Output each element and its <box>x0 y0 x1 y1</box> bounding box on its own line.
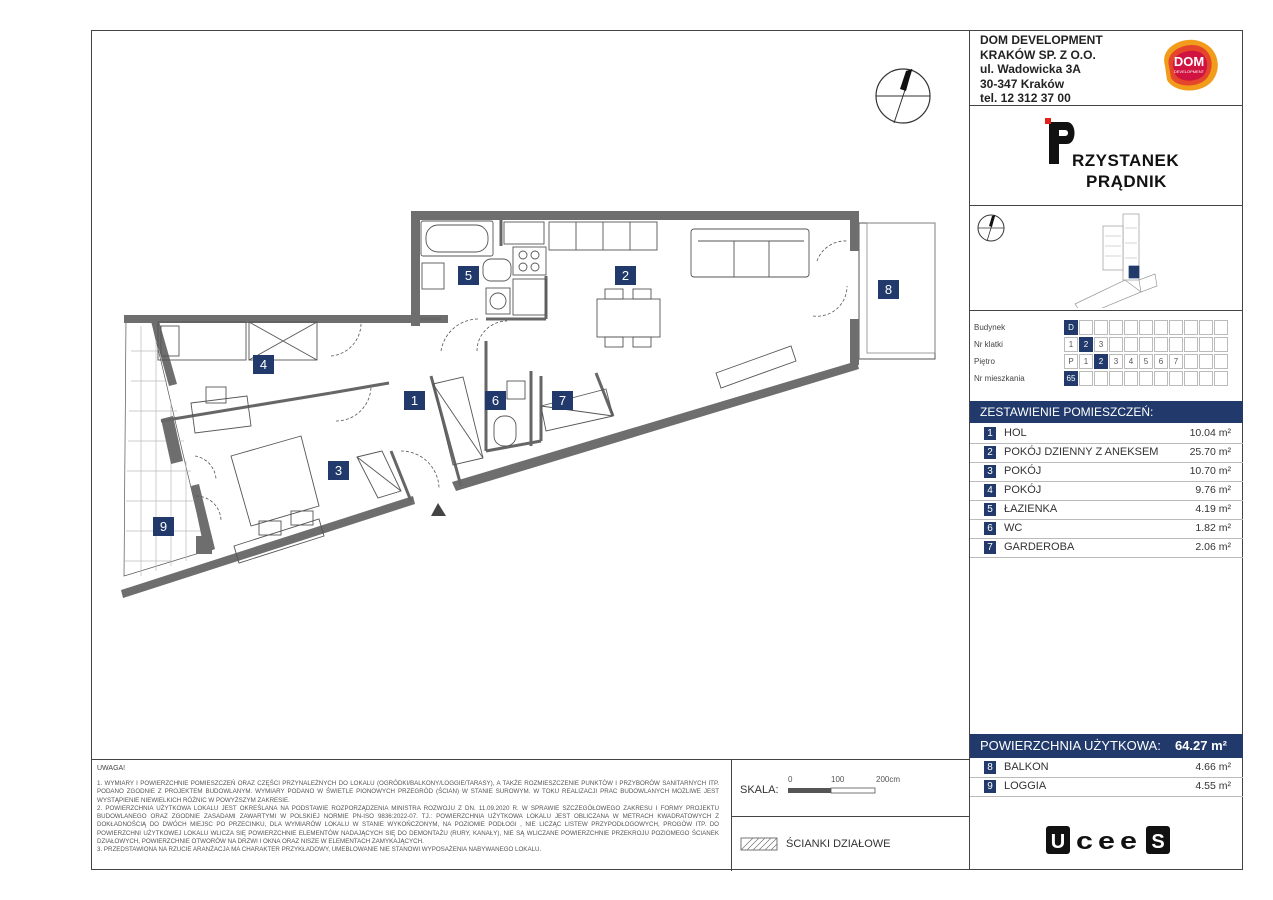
room-number: 7 <box>984 541 996 554</box>
label-nr-klatki: Nr klatki <box>974 340 1003 349</box>
extra-row <box>970 777 1243 797</box>
room-row <box>970 443 1243 463</box>
location-table <box>970 320 1244 388</box>
room-area: 10.70 m² <box>1189 465 1231 477</box>
location-cell: 2 <box>1094 354 1108 369</box>
svg-text:U: U <box>1050 831 1066 853</box>
room-row <box>970 500 1243 520</box>
location-cell <box>1154 320 1168 335</box>
plan-label-7: 7 <box>552 391 573 410</box>
location-cell: 1 <box>1079 354 1093 369</box>
location-cell <box>1199 320 1213 335</box>
location-cell <box>1184 337 1198 352</box>
location-cell: 65 <box>1064 371 1078 386</box>
company-phone: tel. 12 312 37 00 <box>980 91 1071 105</box>
scale-tick-0: 0 <box>788 775 793 784</box>
location-cell <box>1214 320 1228 335</box>
extra-row <box>970 758 1243 778</box>
plan-label-9: 9 <box>153 517 174 536</box>
room-area: 10.04 m² <box>1189 427 1231 439</box>
info-panel <box>969 30 1243 870</box>
ucees-logo-text: cee <box>1076 828 1142 855</box>
room-name: HOL <box>1004 427 1027 439</box>
total-area-label: POWIERZCHNIA UŻYTKOWA: <box>980 738 1161 753</box>
bathroom-fixtures <box>421 221 657 446</box>
walls-legend-icon <box>740 837 778 851</box>
location-cell: 1 <box>1064 337 1078 352</box>
note-3: 3. PRZEDSTAWIONA NA RZUCIE ARANŻACJA MA CHARAKTER PRZYKŁADOWY, UMEBLOWANIE NIE STANOWI WYPOSAŻENIA NABYWANEGO LOKALU. <box>97 846 542 854</box>
notes-title: UWAGA! <box>97 765 126 772</box>
location-cell: 5 <box>1139 354 1153 369</box>
plan-label-4: 4 <box>253 355 274 374</box>
label-budynek: Budynek <box>974 323 1006 332</box>
location-cell: D <box>1064 320 1078 335</box>
project-name-line2: PRĄDNIK <box>1086 172 1167 191</box>
plan-label-6: 6 <box>485 391 506 410</box>
room-name: POKÓJ <box>1004 484 1042 496</box>
location-cell <box>1124 371 1138 386</box>
room-area: 1.82 m² <box>1195 522 1231 534</box>
room-number: 2 <box>984 446 996 459</box>
location-cell: P <box>1064 354 1078 369</box>
location-cell <box>1199 354 1213 369</box>
walls-legend-label: ŚCIANKI DZIAŁOWE <box>786 838 891 850</box>
dom-development-logo <box>1157 36 1221 94</box>
location-cell <box>1079 371 1093 386</box>
location-cell <box>1154 337 1168 352</box>
project-name-line1: RZYSTANEK <box>1072 151 1180 170</box>
room-area: 2.06 m² <box>1195 541 1231 553</box>
plan-label-5: 5 <box>458 266 479 285</box>
location-cell <box>1094 320 1108 335</box>
entrance-marker <box>431 503 446 516</box>
label-pietro: Piętro <box>974 357 995 366</box>
location-cell <box>1169 371 1183 386</box>
extra-number: 9 <box>984 780 996 793</box>
location-cell <box>1139 320 1153 335</box>
compass-icon <box>876 69 930 123</box>
location-cell <box>1124 320 1138 335</box>
extra-number: 8 <box>984 761 996 774</box>
notes-text <box>97 780 719 855</box>
scale-tick-100: 100 <box>831 775 845 784</box>
total-area-bar <box>970 734 1243 758</box>
location-cell <box>1109 320 1123 335</box>
location-cell <box>1184 320 1198 335</box>
room-row <box>970 519 1243 539</box>
location-cell <box>1184 371 1198 386</box>
location-cell <box>1109 337 1123 352</box>
scale-section <box>731 759 970 871</box>
location-cell <box>1199 371 1213 386</box>
location-cell <box>1214 354 1228 369</box>
room-row <box>970 462 1243 482</box>
scale-bar <box>787 786 887 796</box>
room-area: 9.76 m² <box>1195 484 1231 496</box>
company-name: DOM DEVELOPMENT <box>980 33 1103 47</box>
location-cell <box>1199 337 1213 352</box>
room-name: GARDEROBA <box>1004 541 1075 553</box>
location-cell: 3 <box>1094 337 1108 352</box>
room-number: 3 <box>984 465 996 478</box>
location-cell <box>1169 320 1183 335</box>
room-row <box>970 481 1243 501</box>
location-cell <box>1109 371 1123 386</box>
company-street: ul. Wadowicka 3A <box>980 62 1081 76</box>
company-address <box>980 33 1103 106</box>
living-furniture <box>597 229 809 388</box>
room-area: 25.70 m² <box>1189 446 1231 458</box>
room-number: 4 <box>984 484 996 497</box>
dom-logo-sub: DEVELOPMENT <box>1173 69 1205 74</box>
location-cell: 2 <box>1079 337 1093 352</box>
bedroom-furniture <box>158 322 613 563</box>
scale-label: SKALA: <box>740 784 779 796</box>
dom-logo-text: DOM <box>1173 54 1205 69</box>
extra-area: 4.66 m² <box>1195 761 1231 773</box>
plan-label-8: 8 <box>878 280 899 299</box>
company-city: 30-347 Kraków <box>980 76 1065 91</box>
room-area: 4.19 m² <box>1195 503 1231 515</box>
note-2: 2. POWIERZCHNIA UŻYTKOWA LOKALU JEST OKREŚLANA NA PODSTAWIE ROZPORZĄDZENIA MINISTRA ROZWOJU Z DN. 11.09.2020 R. W SPRAWIE SZCZEGÓŁOWEGO ZAKRESU I FORMY PROJEKTU BUDOWLANEGO ORAZ ZGODNIE ZASADAMI ZAWARTYMI W POLSKIEJ NORMIE PN-ISO 9836:2022-07. TJ.: POWIERZCHNIA UŻYTKOWA LOKALU JEST OBLICZANA W METRACH KWADRATOWYCH Z DOKŁADNOŚCIĄ DO DWÓCH MIEJSC PO PRZECINKU, DLA WYMIARÓW LOKALU W STANIE WYKOŃCZONYM, NA POZIOMIE PODŁOGI , NIE LICZĄC LISTEW PRZYPODŁOGOWYCH, PROGÓW ITP. DO POWIERZCHNI UŻYTKOWEJ LOKALU WLICZA SIĘ POWIERZCHNIE ELEMENTÓW NADAJĄCYCH SIĘ DO DEMONTAŻU (RURY, KANAŁY), NIE SĄ WLICZANE POWIERZCHNIE PRZEKROJU POZIOMEGO ŚCIANEK DZIAŁOWYCH, POWIERZCHNIE OTWORÓW NA DRZWI I OKNA ORAZ NISZE W ELEMENTACH ZAMYKAJĄCYCH. <box>97 804 719 846</box>
room-number: 1 <box>984 427 996 440</box>
location-cell: 4 <box>1124 354 1138 369</box>
plan-label-2: 2 <box>615 266 636 285</box>
room-row <box>970 538 1243 558</box>
location-cell <box>1139 337 1153 352</box>
room-name: POKÓJ <box>1004 465 1042 477</box>
extra-area: 4.55 m² <box>1195 780 1231 792</box>
extra-name: LOGGIA <box>1004 780 1047 792</box>
notes-section <box>92 759 731 871</box>
location-cell: 3 <box>1109 354 1123 369</box>
room-name: ŁAZIENKA <box>1004 503 1058 515</box>
plan-label-3: 3 <box>328 461 349 480</box>
total-area-value: 64.27 m² <box>1174 738 1227 753</box>
note-1: 1. WYMIARY I POWIERZCHNIE POMIESZCZEŃ ORAZ CZĘŚCI PRZYNALEŻNYCH DO LOKALU (OGRÓDKI/BALKONY/LOGGIE/TARASY), A TAKŻE ROZMIESZCZENIE PUNKTÓW I PRZYBORÓW SANITARNYCH ITP. PODANO ZGODNIE Z PROJEKTEM BUDOWLANYM. WYMIARY PODANO W ŚWIETLE PIONOWYCH PRZEGRÓD (ŚCIAN) W STANIE SUROWYM. W TOKU REALIZACJI PRAC BUDOWLANYCH MOŻLIWE JEST WYSTĄPIENIE NIEWIELKICH RÓŻNIC W POWYŻSZYM ZAKRESIE. <box>97 780 719 804</box>
location-cell <box>1169 337 1183 352</box>
scale-tick-200: 200cm <box>876 775 901 784</box>
location-cell <box>1139 371 1153 386</box>
plan-label-1: 1 <box>404 391 425 410</box>
rooms-header: ZESTAWIENIE POMIESZCZEŃ: <box>970 401 1243 423</box>
site-key-plan <box>975 208 1240 308</box>
ucees-logo <box>1046 826 1172 856</box>
room-number: 5 <box>984 503 996 516</box>
svg-text:S: S <box>1151 831 1165 853</box>
room-number: 6 <box>984 522 996 535</box>
location-cell <box>1214 371 1228 386</box>
room-name: POKÓJ DZIENNY Z ANEKSEM <box>1004 446 1159 458</box>
room-name: WC <box>1004 522 1023 534</box>
location-cell: 6 <box>1154 354 1168 369</box>
location-cell <box>1079 320 1093 335</box>
location-cell: 7 <box>1169 354 1183 369</box>
small-compass-icon <box>978 215 1004 241</box>
location-cell <box>1094 371 1108 386</box>
company-name-2: KRAKÓW SP. Z O.O. <box>980 47 1096 62</box>
floor-plan <box>92 31 970 759</box>
location-cell <box>1124 337 1138 352</box>
location-cell <box>1214 337 1228 352</box>
extra-name: BALKON <box>1004 761 1049 773</box>
location-cell <box>1154 371 1168 386</box>
label-nr-mieszkania: Nr mieszkania <box>974 374 1025 383</box>
room-row <box>970 424 1243 444</box>
location-cell <box>1184 354 1198 369</box>
